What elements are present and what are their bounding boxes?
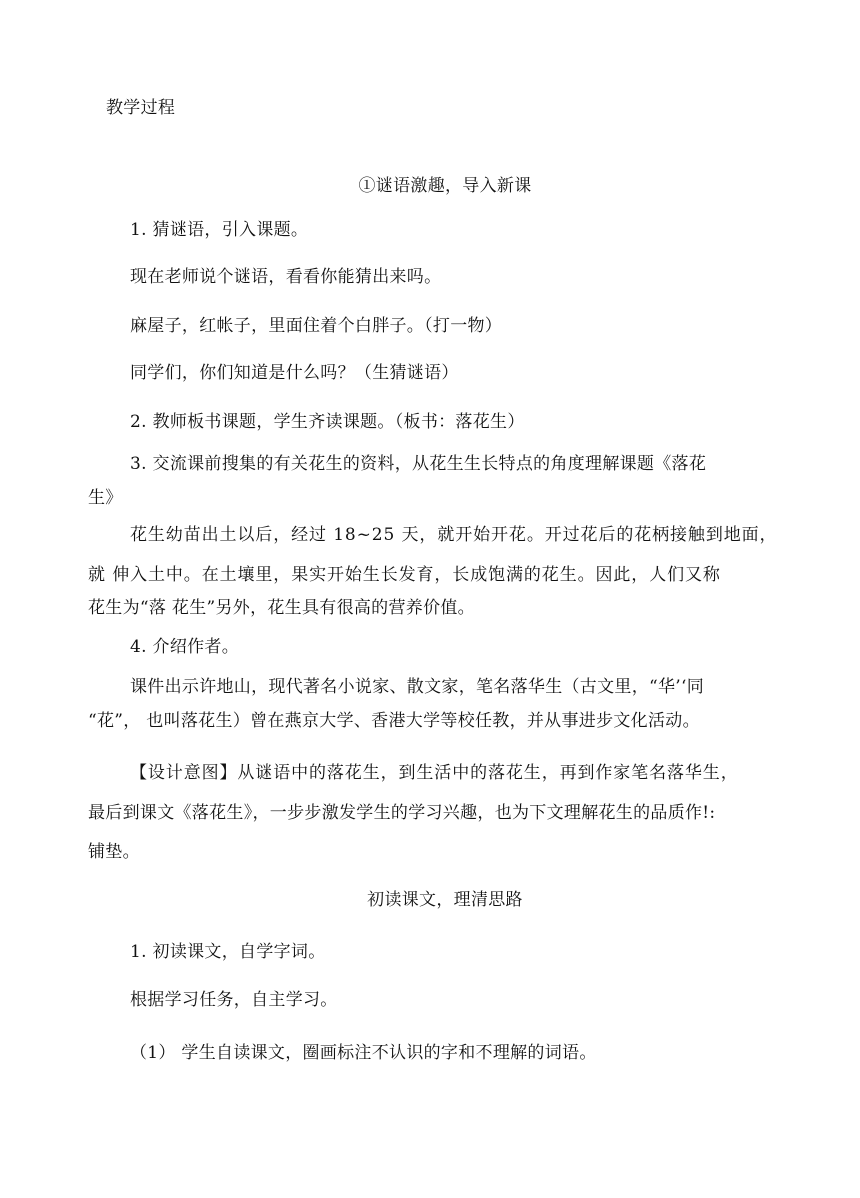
lesson-process-heading: 教学过程 [106,98,176,118]
peanut-growth-paragraph-cont: 就 伸入土中。在土壤里，果实开始生长发育，长成饱满的花生。因此，人们又称 [88,565,721,585]
paragraph: 现在老师说个谜语，看看你能猜出来吗。 [130,267,442,287]
author-paragraph: 课件出示许地山，现代著名小说家、散文家，笔名落华生（古文里，“华’‘同 [130,677,704,697]
numbered-item-self-study: 1. 初读课文，自学字词。 [130,942,326,962]
section-title-riddle-intro: ①谜语激趣，导入新课 [358,176,532,196]
riddle-text: 麻屋子，红帐子，里面住着个白胖子。（打一物） [130,316,503,336]
design-intent-paragraph: 【设计意图】从谜语中的落花生，到生活中的落花生，再到作家笔名落华生， [130,763,739,783]
section-title-first-reading: 初读课文，理清思路 [367,890,523,910]
peanut-growth-paragraph: 花生幼苗出土以后，经过 18~25 天，就开始开花。开过花后的花柄接触到地面， [130,525,778,545]
design-intent-paragraph-cont: 最后到课文《落花生》，一步步激发学生的学习兴趣，也为下文理解花生的品质作!: [88,803,716,823]
numbered-item-author: 4. 介绍作者。 [130,637,240,657]
paragraph: 同学们，你们知道是什么吗？（生猜谜语） [130,363,459,383]
numbered-item-peanut-info-cont: 生》 [88,488,123,508]
numbered-item-peanut-info: 3. 交流课前搜集的有关花生的资料，从花生生长特点的角度理解课题《落花 [130,454,707,474]
design-intent-paragraph-cont: 铺垫。 [88,842,140,862]
peanut-growth-paragraph-cont: 花生为“落 花生”另外，花生具有很高的营养价值。 [88,598,475,618]
numbered-item-guess-riddle: 1. 猜谜语，引入课题。 [130,220,309,240]
numbered-item-board-title: 2. 教师板书课题，学生齐读课题。（板书：落花生） [130,412,525,432]
sub-item: （1） 学生自读课文，圈画标注不认识的字和不理解的词语。 [130,1043,597,1063]
paragraph: 根据学习任务，自主学习。 [130,990,338,1010]
author-paragraph-cont: “花”， 也叫落花生）曾在燕京大学、香港大学等校任教，并从事进步文化活动。 [88,711,700,731]
